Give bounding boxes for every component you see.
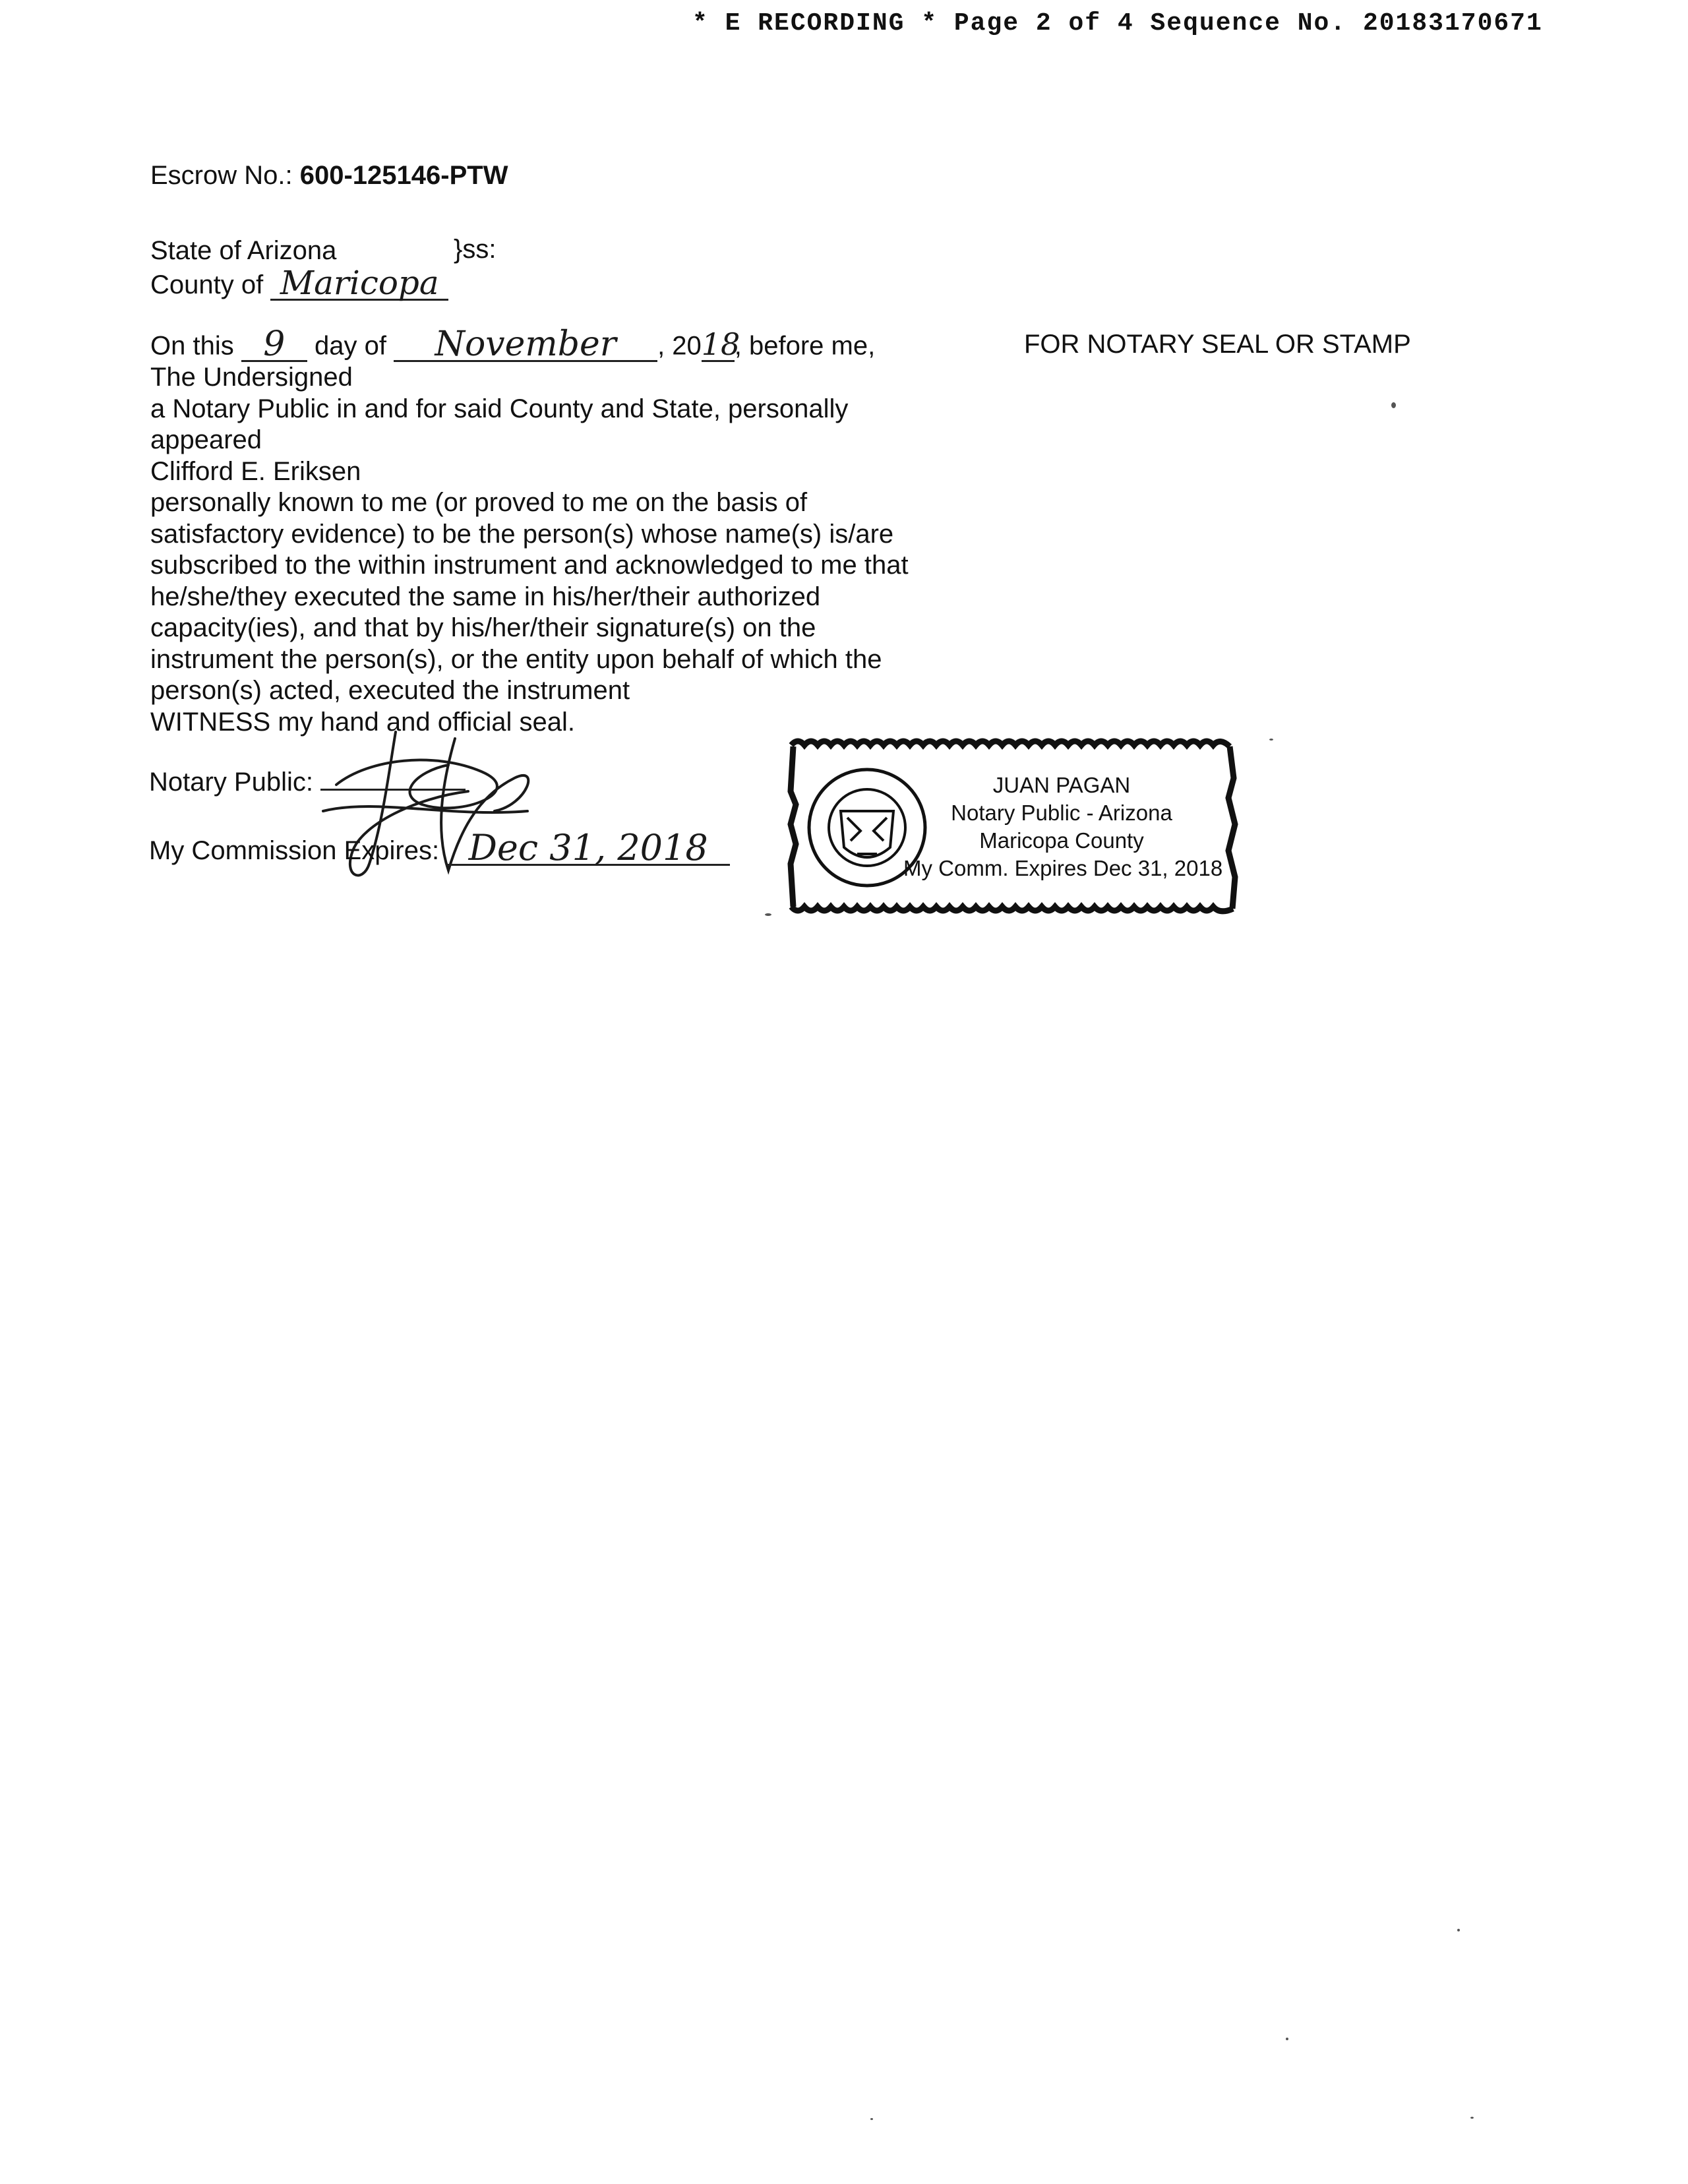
ack-line: capacity(ies), and that by his/her/their signature(s) on the — [150, 613, 816, 642]
ack-line: appeared — [150, 425, 262, 454]
stamp-notary-name: JUAN PAGAN — [992, 773, 1131, 797]
day-of-text: day of — [314, 331, 386, 361]
county-label: County of — [150, 270, 264, 299]
state-line: State of Arizona — [150, 236, 337, 265]
ack-line: person(s) acted, executed the instrument — [150, 676, 630, 705]
escrow-number-line — [150, 160, 508, 191]
year-handwritten: 18 — [701, 326, 740, 362]
date-line — [150, 324, 909, 364]
commission-label: My Commission Expires: — [149, 836, 440, 865]
ack-line: subscribed to the within instrument and acknowledged to me that — [150, 551, 909, 580]
on-this-text: On this — [150, 331, 234, 361]
stamp-notary-title: Notary Public - Arizona — [951, 801, 1172, 825]
notary-public-label: Notary Public: — [149, 768, 313, 797]
commission-expires-row — [149, 827, 730, 868]
scan-speck — [1470, 2117, 1474, 2119]
escrow-number: 600-125146-PTW — [299, 161, 508, 190]
ack-line: satisfactory evidence) to be the person(s) whose name(s) is/are — [150, 519, 894, 549]
witness-line: WITNESS my hand and official seal. — [150, 707, 575, 737]
stamp-expires: My Comm. Expires Dec 31, 2018 — [903, 856, 1223, 880]
day-handwritten: 9 — [241, 328, 307, 362]
stamp-county: Maricopa County — [979, 828, 1144, 853]
scan-speck — [1269, 739, 1273, 741]
stamp-text-block — [903, 772, 1223, 882]
recording-header: * E RECORDING * Page 2 of 4 Sequence No. 20183170671 — [692, 9, 1543, 38]
scan-speck — [765, 913, 771, 916]
ack-line: instrument the person(s), or the entity upon behalf of which the — [150, 644, 882, 674]
ack-line: personally known to me (or proved to me on the basis of — [150, 488, 808, 517]
appearing-party: Clifford E. Eriksen — [150, 456, 361, 486]
county-handwritten: Maricopa — [270, 267, 448, 301]
escrow-label: Escrow No.: — [150, 161, 293, 190]
county-line — [150, 264, 448, 302]
ack-line: a Notary Public in and for said County and State, personally — [150, 394, 849, 423]
year-prefix: , 20 — [657, 331, 702, 361]
scan-speck — [1457, 1929, 1460, 1931]
ss-bracket: }ss: — [454, 235, 497, 264]
scan-speck — [870, 2118, 873, 2120]
scan-speck — [1286, 2038, 1288, 2040]
commission-handwritten: Dec 31, 2018 — [446, 832, 730, 866]
before-me-text: , before me, — [734, 331, 876, 361]
ack-line: The Undersigned — [150, 363, 353, 392]
scan-speck — [1391, 402, 1396, 408]
month-handwritten: November — [394, 328, 657, 362]
acknowledgment-body — [150, 324, 909, 738]
seal-area-label: FOR NOTARY SEAL OR STAMP — [1024, 330, 1411, 359]
ack-line: he/she/they executed the same in his/her/their authorized — [150, 582, 821, 611]
